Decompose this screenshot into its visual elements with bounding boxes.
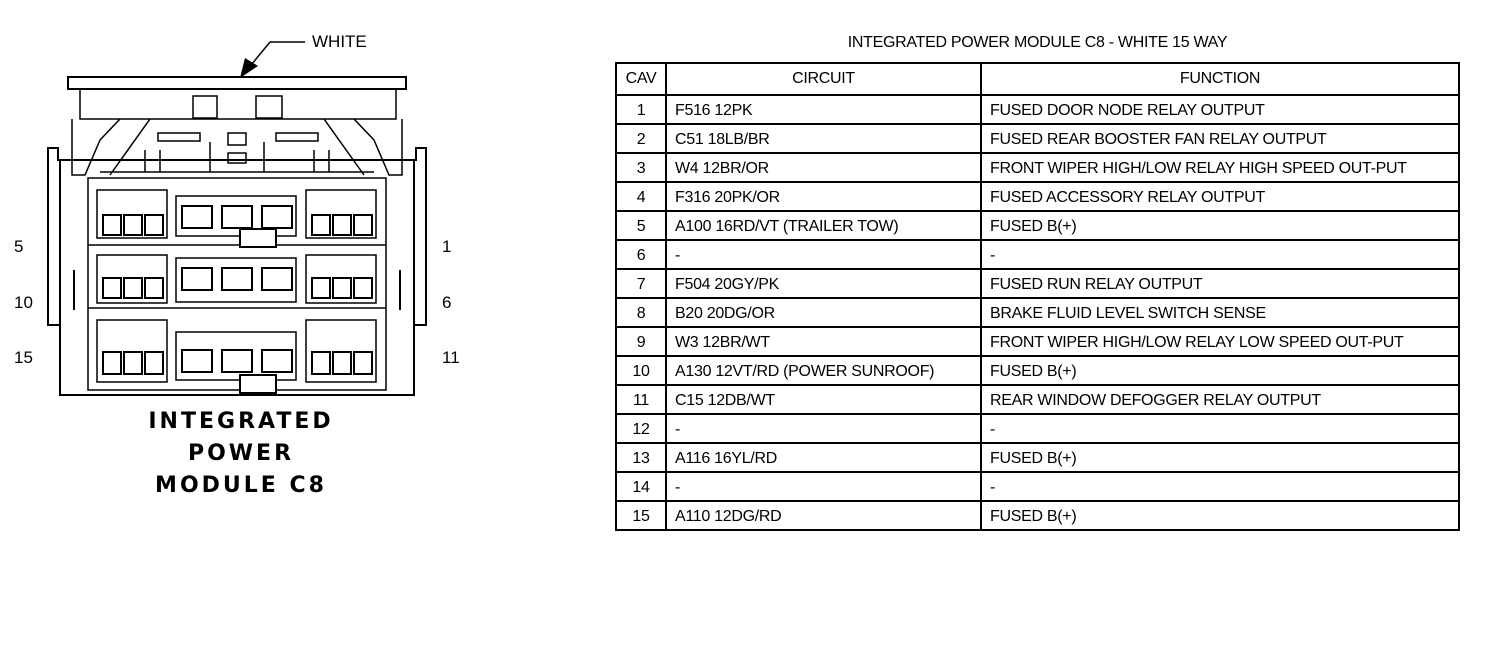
table-row <box>616 240 1459 269</box>
pin-label-10: 10 <box>14 293 33 312</box>
function-cell: - <box>981 240 1459 269</box>
table-title: INTEGRATED POWER MODULE C8 - WHITE 15 WAY <box>847 34 1228 51</box>
table-row <box>616 298 1459 327</box>
cav-cell: 6 <box>616 240 666 269</box>
table-row <box>616 95 1459 124</box>
circuit-cell: A116 16YL/RD <box>666 443 981 472</box>
pin-label-15: 15 <box>14 348 33 367</box>
callout-arrow <box>240 42 305 78</box>
table-row <box>616 269 1459 298</box>
table-row <box>616 385 1459 414</box>
cav-cell: 5 <box>616 211 666 240</box>
cav-cell: 12 <box>616 414 666 443</box>
cav-cell: 3 <box>616 153 666 182</box>
cav-cell: 7 <box>616 269 666 298</box>
table-row <box>616 443 1459 472</box>
header-cav: CAV <box>616 63 666 95</box>
color-callout-label: WHITE <box>312 32 367 51</box>
function-cell: FUSED B(+) <box>981 356 1459 385</box>
pin-label-5: 5 <box>14 237 24 256</box>
table-row <box>616 327 1459 356</box>
function-cell: FUSED B(+) <box>981 443 1459 472</box>
circuit-cell: F504 20GY/PK <box>666 269 981 298</box>
function-cell: FUSED B(+) <box>981 211 1459 240</box>
table-row <box>616 124 1459 153</box>
function-cell: - <box>981 472 1459 501</box>
cav-cell: 4 <box>616 182 666 211</box>
connector-diagram <box>0 0 600 666</box>
connector-name-line-2: POWER <box>187 441 295 466</box>
pin-label-11: 11 <box>442 348 460 367</box>
connector-name-line-3: MODULE C8 <box>155 473 327 498</box>
function-cell: FUSED ACCESSORY RELAY OUTPUT <box>981 182 1459 211</box>
function-cell: FUSED B(+) <box>981 501 1459 530</box>
circuit-cell: F516 12PK <box>666 95 981 124</box>
circuit-cell: C15 12DB/WT <box>666 385 981 414</box>
function-cell: FUSED DOOR NODE RELAY OUTPUT <box>981 95 1459 124</box>
circuit-cell: - <box>666 414 981 443</box>
header-function: FUNCTION <box>981 63 1459 95</box>
circuit-cell: B20 20DG/OR <box>666 298 981 327</box>
function-cell: FRONT WIPER HIGH/LOW RELAY LOW SPEED OUT-PUT <box>981 327 1459 356</box>
cav-cell: 1 <box>616 95 666 124</box>
connector-body <box>48 77 426 395</box>
connector-name-line-1: INTEGRATED <box>148 409 334 434</box>
circuit-cell: A110 12DG/RD <box>666 501 981 530</box>
circuit-cell: - <box>666 240 981 269</box>
table-row <box>616 501 1459 530</box>
table-row <box>616 356 1459 385</box>
function-cell: FRONT WIPER HIGH/LOW RELAY HIGH SPEED OUT-PUT <box>981 153 1459 182</box>
function-cell: FUSED RUN RELAY OUTPUT <box>981 269 1459 298</box>
table-row <box>616 211 1459 240</box>
function-cell: REAR WINDOW DEFOGGER RELAY OUTPUT <box>981 385 1459 414</box>
table-row <box>616 182 1459 211</box>
header-circuit: CIRCUIT <box>666 63 981 95</box>
circuit-cell: - <box>666 472 981 501</box>
cav-cell: 14 <box>616 472 666 501</box>
table-row <box>616 472 1459 501</box>
cav-cell: 10 <box>616 356 666 385</box>
circuit-cell: W3 12BR/WT <box>666 327 981 356</box>
cav-cell: 2 <box>616 124 666 153</box>
cav-cell: 8 <box>616 298 666 327</box>
cav-cell: 11 <box>616 385 666 414</box>
function-cell: FUSED REAR BOOSTER FAN RELAY OUTPUT <box>981 124 1459 153</box>
cav-cell: 9 <box>616 327 666 356</box>
circuit-cell: A130 12VT/RD (POWER SUNROOF) <box>666 356 981 385</box>
circuit-cell: W4 12BR/OR <box>666 153 981 182</box>
cav-cell: 13 <box>616 443 666 472</box>
pinout-table <box>615 62 1460 531</box>
pin-label-6: 6 <box>442 293 452 312</box>
function-cell: - <box>981 414 1459 443</box>
table-header-row <box>616 63 1459 95</box>
function-cell: BRAKE FLUID LEVEL SWITCH SENSE <box>981 298 1459 327</box>
circuit-cell: F316 20PK/OR <box>666 182 981 211</box>
table-row <box>616 153 1459 182</box>
table-row <box>616 414 1459 443</box>
circuit-cell: C51 18LB/BR <box>666 124 981 153</box>
circuit-cell: A100 16RD/VT (TRAILER TOW) <box>666 211 981 240</box>
pin-label-1: 1 <box>442 237 452 256</box>
cav-cell: 15 <box>616 501 666 530</box>
